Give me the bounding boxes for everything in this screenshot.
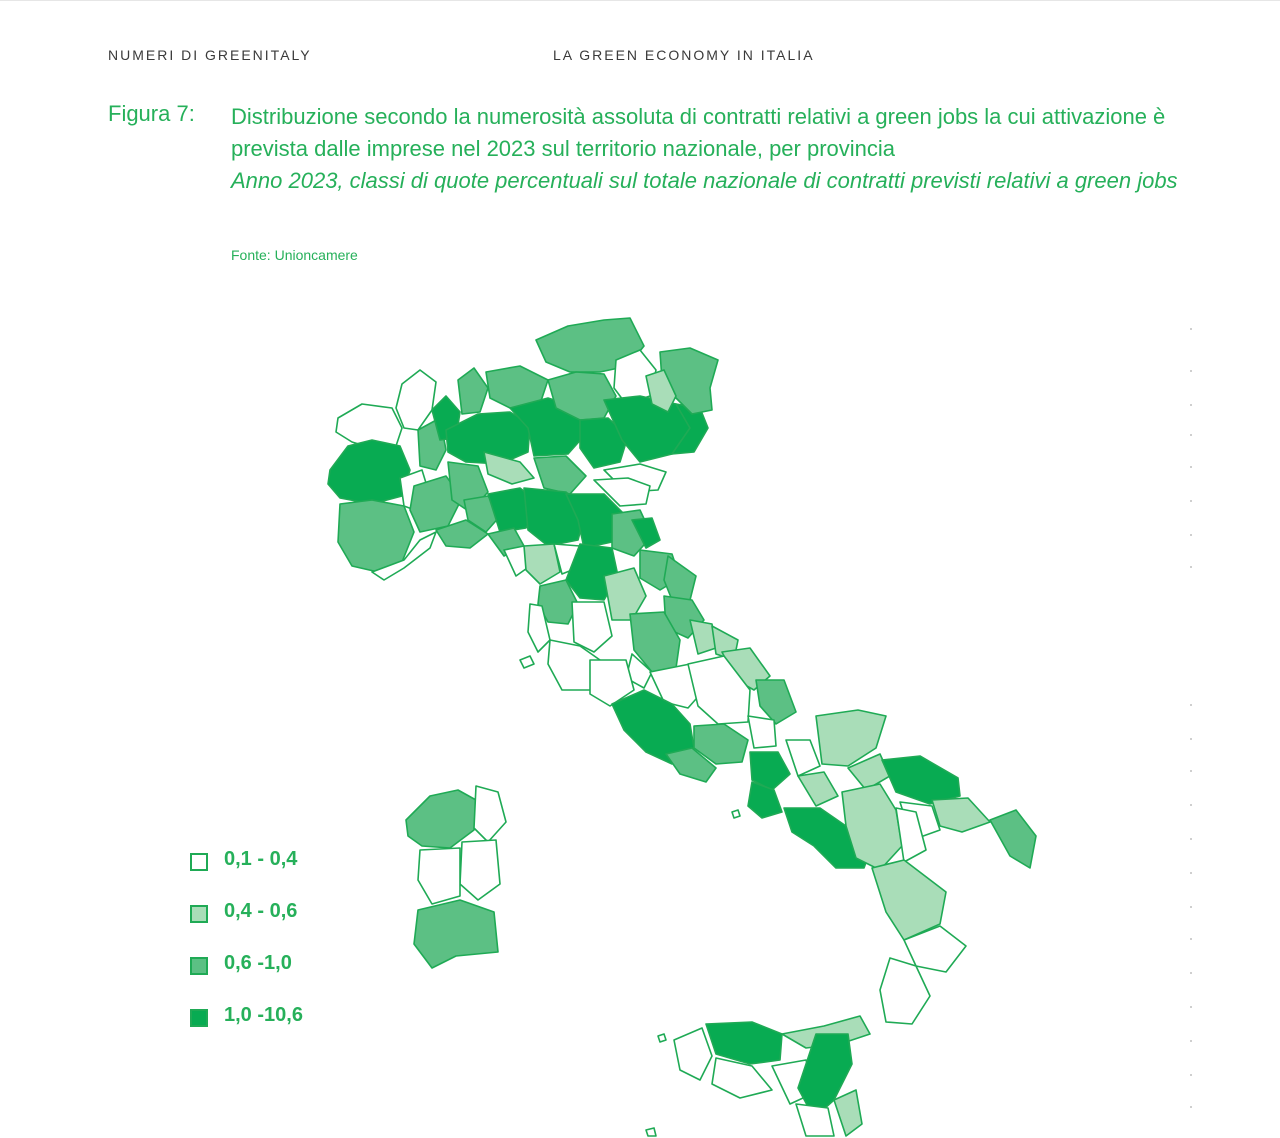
margin-dot xyxy=(1190,1106,1192,1108)
province-lucca xyxy=(524,544,560,584)
island-pantelleria xyxy=(646,1128,656,1136)
margin-dot xyxy=(1190,838,1192,840)
figure-label: Figura 7: xyxy=(108,101,195,126)
legend-swatch xyxy=(190,1009,208,1027)
province-oristano xyxy=(418,848,460,904)
margin-dot xyxy=(1190,500,1192,502)
province-bari xyxy=(882,756,960,804)
province-sassari xyxy=(406,790,476,848)
margin-dot xyxy=(1190,972,1192,974)
legend-label: 0,6 -1,0 xyxy=(224,952,292,974)
province-vercelli xyxy=(396,370,436,430)
margin-dot xyxy=(1190,906,1192,908)
province-agrigento xyxy=(712,1058,772,1098)
legend-swatch xyxy=(190,905,208,923)
province-cagliari-sud xyxy=(414,900,498,968)
margin-dot xyxy=(1190,1006,1192,1008)
legend-label: 0,1 - 0,4 xyxy=(224,848,298,870)
margin-dot xyxy=(1190,704,1192,706)
province-olbia xyxy=(474,786,506,842)
province-trapani xyxy=(674,1028,712,1080)
margin-dot xyxy=(1190,738,1192,740)
province-avellino xyxy=(798,772,838,806)
province-nuoro xyxy=(460,840,500,900)
margin-dot xyxy=(1190,1074,1192,1076)
province-siracusa xyxy=(834,1090,862,1136)
figure-source: Fonte: Unioncamere xyxy=(231,247,358,263)
province-mantova xyxy=(534,456,586,494)
margin-dot xyxy=(1190,872,1192,874)
figure-subtitle: Anno 2023, classi di quote percentuali sul totale nazionale di contratti previsti relativi a green jobs xyxy=(231,168,1178,193)
margin-dot xyxy=(1190,804,1192,806)
legend-label: 0,4 - 0,6 xyxy=(224,900,298,922)
margin-dot xyxy=(1190,770,1192,772)
province-isernia xyxy=(748,716,776,748)
legend-label: 1,0 -10,6 xyxy=(224,1004,303,1026)
running-header-left: NUMERI DI GREENITALY xyxy=(108,47,312,63)
island-capri-ischia xyxy=(732,810,740,818)
legend-swatch xyxy=(190,957,208,975)
margin-dot xyxy=(1190,370,1192,372)
province-lecce xyxy=(990,810,1036,868)
island-egadi xyxy=(658,1034,666,1042)
margin-dot xyxy=(1190,434,1192,436)
province-ragusa xyxy=(796,1104,834,1136)
running-header-center: LA GREEN ECONOMY IN ITALIA xyxy=(553,47,815,63)
margin-dot xyxy=(1190,1040,1192,1042)
province-como xyxy=(458,368,488,414)
province-brindisi xyxy=(932,798,990,832)
province-ancona xyxy=(664,556,696,600)
margin-dot xyxy=(1190,404,1192,406)
island-elba xyxy=(520,656,534,668)
province-benevento xyxy=(786,740,820,776)
margin-dot xyxy=(1190,566,1192,568)
province-ascoli xyxy=(690,620,716,654)
margin-dot xyxy=(1190,466,1192,468)
figure-title: Distribuzione secondo la numerosità assoluta di contratti relativi a green jobs la cui attivazione è prevista dalle imprese nel 2023 sul territorio nazionale, per provincia xyxy=(231,104,1166,161)
margin-dot xyxy=(1190,328,1192,330)
margin-dot xyxy=(1190,534,1192,536)
margin-dot xyxy=(1190,938,1192,940)
province-napoli xyxy=(748,782,782,818)
legend-swatch xyxy=(190,853,208,871)
province-torino xyxy=(328,440,410,504)
province-siena xyxy=(572,602,612,652)
